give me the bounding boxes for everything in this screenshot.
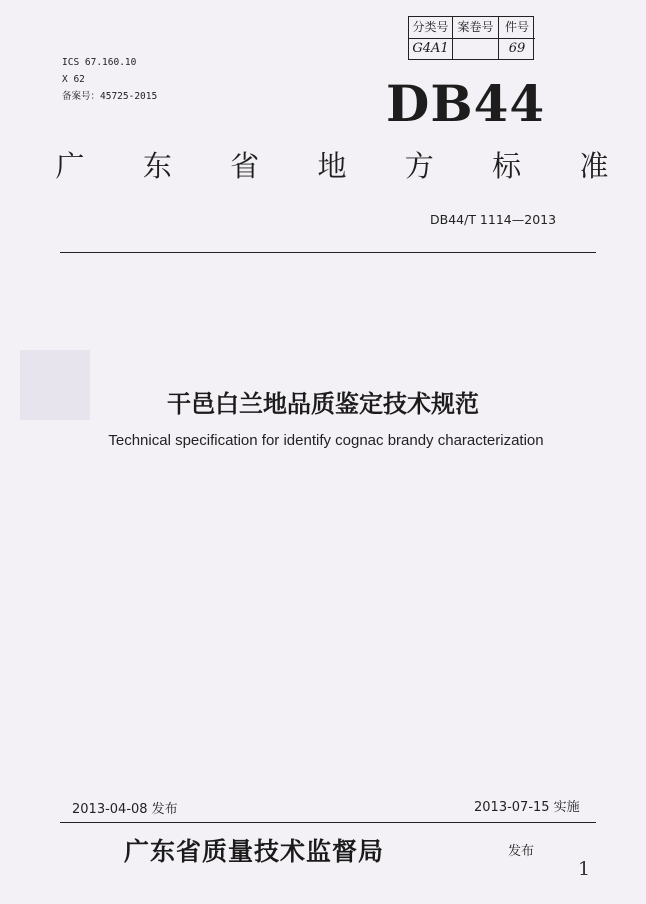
standard-type-char: 省 — [230, 149, 260, 183]
stamp-value-volume — [453, 39, 499, 59]
top-divider — [60, 252, 596, 253]
stamp-value-item: 69 — [508, 41, 526, 56]
page-number: 1 — [578, 858, 591, 880]
issue-date: 2013-04-08 发布 — [72, 802, 178, 817]
ics-code: ICS 67.160.10 — [62, 57, 137, 68]
stamp-value-category: G4A1 — [409, 39, 453, 59]
db44-logo: DB44 — [386, 74, 546, 133]
standard-type-char: 方 — [404, 149, 434, 183]
standard-type-char: 东 — [142, 149, 172, 183]
record-number: 备案号：45725-2015 — [62, 91, 158, 102]
archive-stamp — [408, 16, 534, 60]
standard-type-char: 标 — [492, 149, 522, 183]
stamp-header-category: 分类号 — [409, 17, 453, 39]
standard-type-char: 广 — [55, 149, 85, 183]
stamp-header-item: 件号 — [499, 17, 535, 39]
stamp-header-volume: 案卷号 — [453, 17, 499, 39]
title-chinese: 干邑白兰地品质鉴定技术规范 — [167, 390, 479, 418]
publisher-name: 广东省质量技术监督局 — [124, 837, 385, 866]
publisher-suffix: 发布 — [508, 844, 535, 859]
standard-type-heading — [52, 146, 612, 186]
classification-block — [62, 54, 157, 105]
standard-type-char: 地 — [317, 149, 347, 183]
ccs-code: X 62 — [62, 74, 85, 85]
implementation-date: 2013-07-15 实施 — [474, 800, 580, 815]
bottom-divider — [60, 822, 596, 823]
title-english: Technical specification for identify cognac brandy characterization — [108, 432, 544, 449]
standard-number: DB44/T 1114—2013 — [430, 212, 557, 227]
standard-type-char: 准 — [579, 149, 609, 183]
